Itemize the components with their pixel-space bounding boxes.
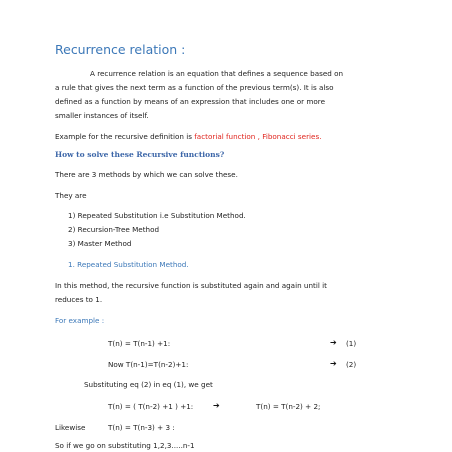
intro-line-2: a rule that gives the next term as a function of the previous term(s). It is also: [55, 83, 334, 92]
intro-line-1: A recurrence relation is an equation that defines a sequence based on: [90, 69, 344, 78]
they-are: They are: [55, 191, 87, 200]
intro-line-3: defined as a function by means of an expression that includes one or more: [55, 97, 325, 106]
equation-3-left: T(n) = ( T(n-2) +1 ) +1:: [108, 402, 194, 411]
how-to-solve-heading: How to solve these Recursive functions?: [55, 150, 225, 159]
equation-2-ref: (2): [346, 360, 357, 369]
method-item-2: 2) Recursion-Tree Method: [68, 225, 160, 234]
equation-1: T(n) = T(n-1) +1:: [108, 339, 171, 348]
equation-2: Now T(n-1)=T(n-2)+1:: [108, 360, 189, 369]
arrow-right-icon: ➔: [330, 338, 337, 347]
section1-text-line-1: In this method, the recursive function is substituted again and again until it: [55, 281, 327, 290]
arrow-right-icon: ➔: [213, 401, 220, 410]
likewise-equation: T(n) = T(n-3) + 3 :: [108, 423, 175, 432]
for-example-label: For example :: [55, 316, 105, 325]
page-title: Recurrence relation :: [55, 42, 186, 57]
example-line: [55, 133, 322, 140]
method-item-1: 1) Repeated Substitution i.e Substitution Method.: [68, 211, 246, 220]
section1-text-line-2: reduces to 1.: [55, 295, 103, 304]
substituting-text: Substituting eq (2) in eq (1), we get: [84, 380, 213, 389]
example-prefix: Example for the recursive definition is: [55, 132, 192, 141]
arrow-right-icon: ➔: [330, 359, 337, 368]
so-if-text: So if we go on substituting 1,2,3.....n-1: [55, 441, 195, 450]
section1-heading: 1. Repeated Substitution Method.: [68, 260, 189, 269]
example-highlight: factorial function , Fibonacci series.: [194, 132, 322, 141]
methods-intro: There are 3 methods by which we can solve these.: [55, 170, 238, 179]
likewise-label: Likewise: [55, 423, 86, 432]
equation-1-ref: (1): [346, 339, 357, 348]
intro-line-4: smaller instances of itself.: [55, 111, 149, 120]
equation-3-right: T(n) = T(n-2) + 2;: [256, 402, 321, 411]
method-item-3: 3) Master Method: [68, 239, 132, 248]
